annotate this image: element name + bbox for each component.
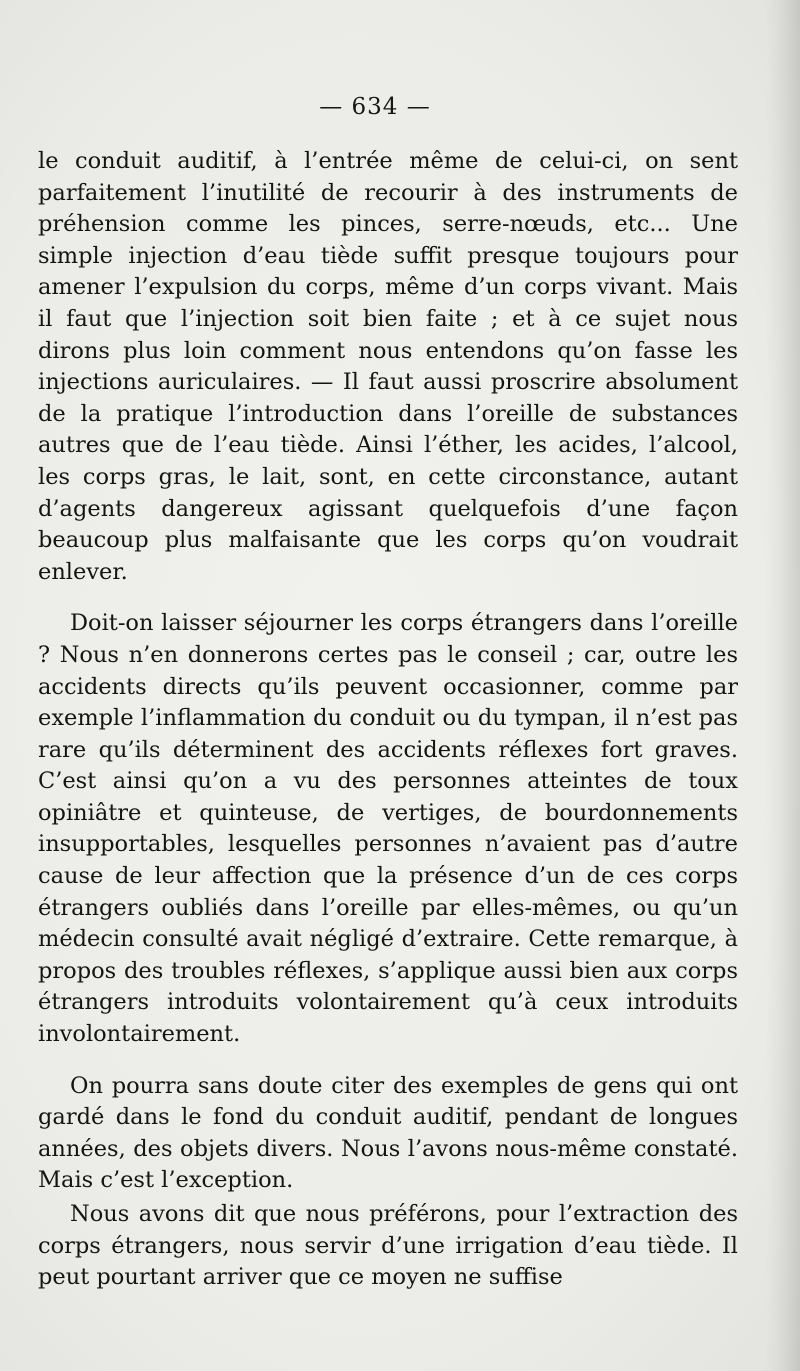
paragraph-1: le conduit auditif, à l’entrée même de celui-ci, on sent parfaitement l’inutilité de recourir à des instruments de préhension comme les pinces, serre-nœuds, etc... Une simple injection d’eau tiède suffit presque toujours pour amener l’expulsion du corps, même d’un corps vivant. Mais il faut que l’injection soit bien faite ; et à ce sujet nous dirons plus loin comment nous entendons qu’on fasse les injections auriculaires. — Il faut aussi proscrire absolument de la pratique l’introduction dans l’oreille de substances autres que de l’eau tiède. Ainsi l’éther, les acides, l’alcool, les corps gras, le lait, sont, en cette circonstance, autant d’agents dangereux agissant quelquefois d’une façon beaucoup plus malfaisante que les corps qu’on voudrait enlever.	[38, 148, 738, 585]
body-text	[38, 146, 738, 1294]
paragraph-4: Nous avons dit que nous préférons, pour l’extraction des corps étrangers, nous servir d’une irrigation d’eau tiède. Il peut pourtant arriver que ce moyen ne suffise	[38, 1201, 738, 1291]
page-number: — 634 —	[319, 94, 431, 120]
paragraph-3: On pourra sans doute citer des exemples de gens qui ont gardé dans le fond du conduit auditif, pendant de longues années, des objets divers. Nous l’avons nous-même constaté. Mais c’est l’exception.	[38, 1072, 738, 1194]
paragraph-2: Doit-on laisser séjourner les corps étrangers dans l’oreille ? Nous n’en donnerons certes pas le conseil ; car, outre les accidents directs qu’ils peuvent occasionner, comme par exemple l’inflammation du conduit ou du tympan, il n’est pas rare qu’ils déterminent des accidents réflexes fort graves. C’est ainsi qu’on a vu des personnes atteintes de toux opiniâtre et quinteuse, de vertiges, de bourdonnements insupportables, lesquelles personnes n’avaient pas d’autre cause de leur affection que la présence d’un de ces corps étrangers oubliés dans l’oreille par elles-mêmes, ou qu’un médecin consulté avait négligé d’extraire. Cette remarque, à propos des troubles réflexes, s’applique aussi bien aux corps étrangers introduits volontairement qu’à ceux introduits involontairement.	[38, 610, 738, 1048]
page-gutter-shadow	[766, 0, 800, 1371]
